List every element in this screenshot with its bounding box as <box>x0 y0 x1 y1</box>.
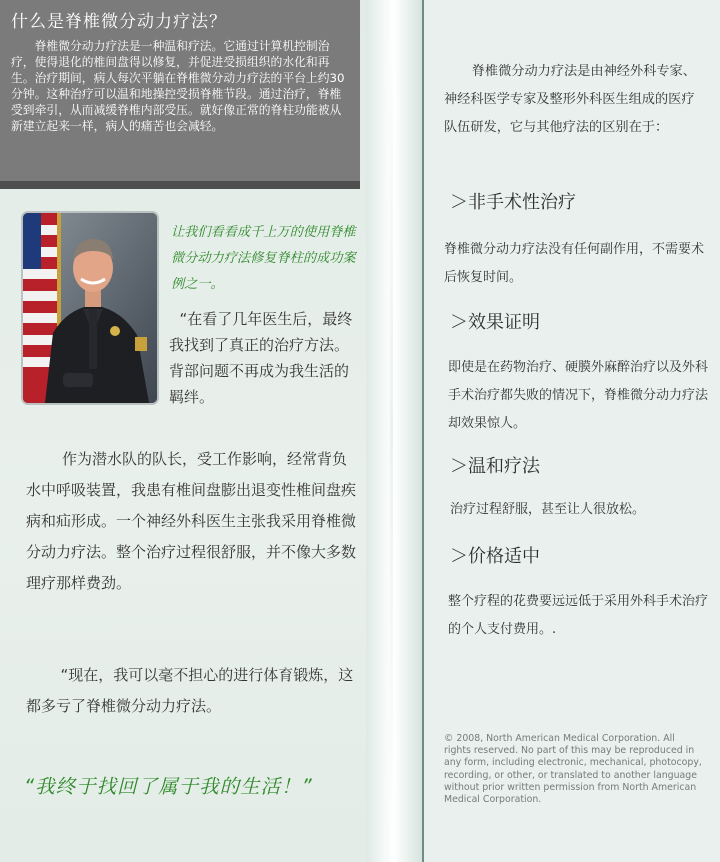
copyright-notice: © 2008, North American Medical Corporation. All rights reserved. No part of this may be reproduced in any form, including electronic, mechanical, photocopy, recording, or other, or translated to another language without prior written permission from North American Medical Corporation. <box>444 733 702 806</box>
officer-portrait-image <box>23 213 157 403</box>
testimonial-quote: “在看了几年医生后，最终我找到了真正的治疗方法。背部问题不再成为我生活的羁绊。 <box>169 310 353 406</box>
section-text-nonsurgical: 脊椎微分动力疗法没有任何副作用，不需要术后恢复时间。 <box>444 242 705 285</box>
testimonial-photo <box>21 211 159 405</box>
section-text-price: 整个疗程的花费要远远低于采用外科手术治疗的个人支付费用。. <box>448 594 709 637</box>
testimonial-story: 作为潜水队的队长，受工作影响，经常背负水中呼吸装置，我患有椎间盘膨出退变性椎间盘疾病和疝形成。一个神经外科医生主张我采用脊椎微分动力疗法。整个治疗过程很舒服，并不像大多数理疗那样费劲。 <box>26 450 357 592</box>
testimonial-quote-2: “现在，我可以毫不担心的进行体育锻炼，这都多亏了脊椎微分动力疗法。 <box>26 666 354 715</box>
section-heading-nonsurgical: ＞非手术性治疗 <box>450 192 576 213</box>
section-heading-price: ＞价格适中 <box>450 546 540 567</box>
intro-body: 脊椎微分动力疗法是一种温和疗法。它通过计算机控制治疗，使得退化的椎间盘得以修复，并促进受损组织的水化和再生。治疗期间，病人每次平躺在脊椎微分动力疗法的平台上约30分钟。这种治疗可以温和地操控受损脊椎节段。通过治疗，脊椎受到牵引，从而减缓脊椎内部受压。就好像正常的脊柱功能被从新建立起来一样，病人的痛苦也会减轻。 <box>11 39 345 133</box>
brochure-fold <box>366 0 422 862</box>
intro-title: 什么是脊椎微分动力疗法？ <box>11 12 227 32</box>
section-text-gentle: 治疗过程舒服，甚至让人很放松。 <box>450 502 646 517</box>
section-text-proven: 即使是在药物治疗、硬膜外麻醉治疗以及外科手术治疗都失败的情况下，脊椎微分动力疗法却效果惊人。 <box>448 360 709 431</box>
right-intro: 脊椎微分动力疗法是由神经外科专家、神经科医学专家及整形外科医生组成的医疗队伍研发，它与其他疗法的区别在于： <box>444 64 696 135</box>
section-heading-gentle: ＞温和疗法 <box>450 456 540 477</box>
testimonial-caption: 让我们看看成千上万的使用脊椎微分动力疗法修复脊柱的成功案例之一。 <box>171 225 356 292</box>
intro-box-shadow <box>0 181 360 189</box>
highlight-quote: “我终于找回了属于我的生活！” <box>24 775 313 798</box>
right-panel <box>422 0 720 862</box>
intro-box <box>0 0 360 181</box>
section-heading-proven: ＞效果证明 <box>450 312 540 333</box>
